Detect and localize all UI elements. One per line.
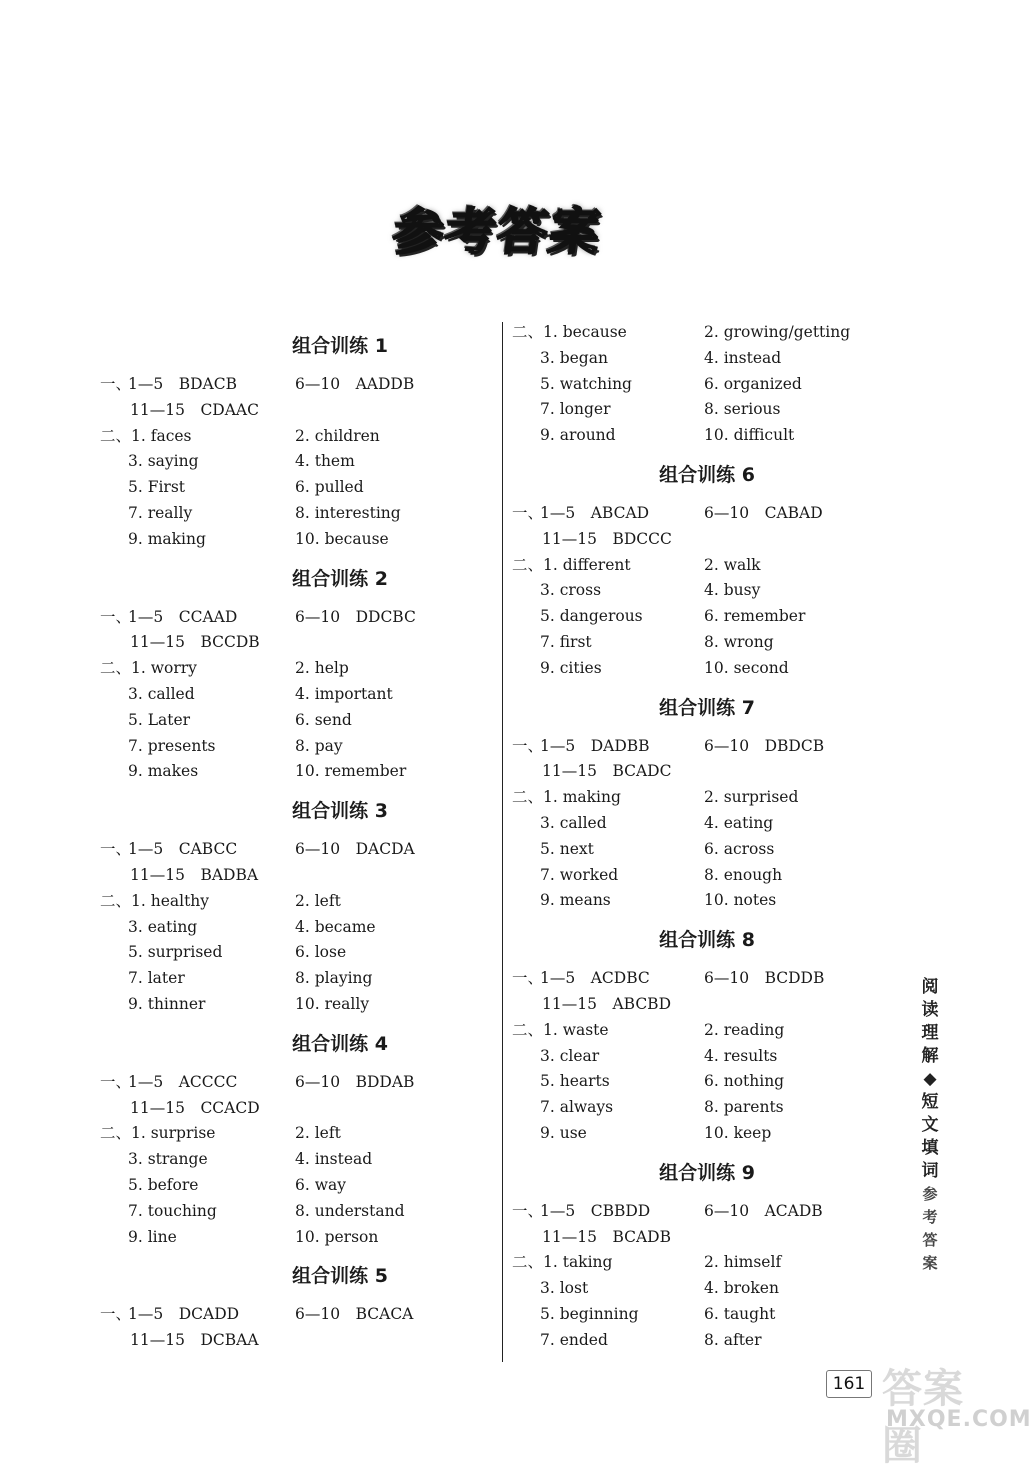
side-char: 理: [921, 1023, 939, 1043]
side-char: 阅: [921, 977, 939, 997]
choice-row: [512, 992, 872, 1018]
section-title: 组合训练 4: [292, 1032, 388, 1055]
choice-range: 11—15 BCADC: [542, 762, 672, 781]
answer-item: 3. cross: [540, 581, 602, 600]
answer-item: 3. eating: [128, 917, 198, 936]
answer-item: 二、1. waste: [512, 1020, 609, 1039]
choice-row: [100, 1328, 500, 1354]
right-column: [512, 320, 872, 1354]
answer-item: 4. results: [704, 1046, 778, 1065]
answer-item: 9. use: [540, 1123, 587, 1142]
section-title: 组合训练 1: [292, 335, 388, 357]
answer-row: [512, 397, 872, 423]
answer-item: 8. interesting: [295, 503, 401, 522]
choice-range: 6—10 DBDCB: [704, 736, 825, 755]
answer-item: 5. beginning: [540, 1304, 639, 1323]
section-title: 组合训练 2: [292, 567, 388, 590]
answer-row: [512, 1044, 872, 1070]
answer-item: 4. broken: [704, 1279, 779, 1298]
answer-item: 6. nothing: [704, 1072, 785, 1091]
choice-row: [512, 501, 872, 527]
answer-item: 10. second: [704, 658, 789, 677]
side-char: 考: [922, 1208, 938, 1226]
answer-row: [512, 372, 872, 398]
answer-item: 4. eating: [704, 813, 774, 832]
choice-range: 6—10 DACDA: [295, 840, 415, 859]
section-title: 组合训练 3: [292, 800, 388, 823]
answer-row: [512, 604, 872, 630]
answer-item: 9. line: [128, 1227, 177, 1246]
choice-row: [512, 1225, 872, 1251]
side-char: 参: [922, 1185, 938, 1203]
part-mark: 一、: [512, 503, 544, 522]
answer-row: [512, 811, 872, 837]
answer-item: 9. cities: [540, 658, 602, 677]
answer-row: [100, 656, 500, 682]
choice-row: [100, 1070, 500, 1096]
answer-item: 7. worked: [540, 865, 619, 884]
choice-range: 11—15 ABCBD: [542, 994, 671, 1013]
answer-item: 8. wrong: [704, 632, 774, 651]
answer-item: 8. pay: [295, 736, 343, 755]
left-column: [100, 320, 500, 1354]
answer-item: 二、1. worry: [100, 659, 197, 678]
answer-row: [100, 966, 500, 992]
answer-row: [512, 1302, 872, 1328]
answer-item: 6. pulled: [295, 478, 364, 497]
choice-range: 1—5 ABCAD: [540, 503, 650, 522]
answer-item: 5. surprised: [128, 943, 223, 962]
part-mark: 一、: [512, 1201, 544, 1220]
answer-item: 3. strange: [128, 1150, 208, 1169]
choice-range: 1—5 CCAAD: [128, 607, 238, 626]
answer-row: [512, 423, 872, 449]
choice-row: [100, 630, 500, 656]
answer-item: 2. himself: [704, 1253, 782, 1272]
answer-item: 9. around: [540, 426, 616, 445]
answer-row: [100, 940, 500, 966]
answer-item: 10. because: [295, 529, 389, 548]
choice-range: 1—5 ACDBC: [540, 969, 650, 988]
answer-item: 8. serious: [704, 400, 781, 419]
choice-row: [512, 966, 872, 992]
side-label: [918, 975, 942, 1276]
answer-row: [100, 1147, 500, 1173]
choice-range: 6—10 BCACA: [295, 1305, 414, 1324]
answer-item: 10. person: [295, 1227, 379, 1246]
answer-item: 6. taught: [704, 1304, 776, 1323]
answer-row: [100, 1199, 500, 1225]
answer-row: [512, 578, 872, 604]
part-mark: 一、: [100, 840, 132, 859]
answer-item: 10. keep: [704, 1123, 772, 1142]
answer-item: 2. reading: [704, 1020, 785, 1039]
choice-range: 11—15 BCCDB: [130, 633, 260, 652]
answer-row: [100, 915, 500, 941]
answer-item: 7. ended: [540, 1330, 608, 1349]
answer-item: 7. really: [128, 503, 193, 522]
answer-item: 2. growing/getting: [704, 323, 851, 341]
answer-row: [100, 475, 500, 501]
answer-item: 6. lose: [295, 943, 347, 962]
choice-row: [100, 1302, 500, 1328]
answer-item: 6. remember: [704, 607, 806, 626]
answer-item: 10. remember: [295, 762, 407, 781]
choice-range: 11—15 BCADB: [542, 1227, 671, 1246]
answer-row: [512, 837, 872, 863]
answer-item: 二、1. making: [512, 788, 621, 807]
answer-item: 10. really: [295, 994, 370, 1013]
answer-item: 7. always: [540, 1098, 614, 1117]
answer-row: [512, 1121, 872, 1147]
choice-row: [100, 398, 500, 424]
answer-item: 3. called: [540, 813, 607, 832]
choice-row: [100, 605, 500, 631]
answer-item: 9. makes: [128, 762, 199, 781]
choice-row: [100, 863, 500, 889]
choice-range: 11—15 CDAAC: [130, 400, 259, 419]
answer-item: 5. hearts: [540, 1072, 610, 1091]
answer-row: [100, 708, 500, 734]
section-title: 组合训练 7: [659, 696, 755, 719]
answer-item: 4. them: [295, 452, 355, 471]
choice-row: [512, 527, 872, 553]
answer-item: 5. First: [128, 478, 186, 497]
answer-item: 3. clear: [540, 1046, 600, 1065]
answer-row: [512, 1095, 872, 1121]
answer-item: 9. thinner: [128, 994, 206, 1013]
answer-item: 2. left: [295, 891, 341, 910]
choice-range: 6—10 DDCBC: [295, 607, 416, 626]
answer-row: [100, 889, 500, 915]
answer-row: [512, 863, 872, 889]
section-title: 组合训练 5: [292, 1265, 388, 1288]
answer-item: 二、1. different: [512, 555, 631, 574]
answer-row: [100, 501, 500, 527]
answer-item: 10. difficult: [704, 426, 795, 445]
answer-key-banner: 参考答案: [389, 203, 606, 261]
answer-item: 8. parents: [704, 1098, 784, 1117]
answer-item: 8. after: [704, 1330, 762, 1349]
answer-item: 4. instead: [295, 1150, 373, 1169]
part-mark: 一、: [100, 607, 132, 626]
choice-range: 11—15 DCBAA: [130, 1331, 259, 1350]
answer-item: 2. surprised: [704, 788, 799, 807]
answer-item: 3. saying: [128, 452, 199, 471]
choice-row: [100, 837, 500, 863]
answer-row: [512, 1250, 872, 1276]
answer-row: [512, 320, 872, 346]
answer-item: 2. left: [295, 1124, 341, 1143]
part-mark: 一、: [100, 375, 132, 393]
answer-item: 7. presents: [128, 736, 216, 755]
answer-item: 9. making: [128, 529, 206, 548]
answer-row: [100, 992, 500, 1018]
answer-row: [512, 553, 872, 579]
choice-row: [100, 1096, 500, 1122]
side-char: 填: [921, 1138, 939, 1158]
choice-range: 1—5 DADBB: [540, 736, 650, 755]
choice-row: [512, 1199, 872, 1225]
column-divider: [502, 322, 503, 1362]
answer-row: [100, 1173, 500, 1199]
answer-item: 2. walk: [704, 555, 761, 574]
answer-row: [512, 1018, 872, 1044]
section-title: 组合训练 6: [659, 463, 755, 486]
answer-item: 6. send: [295, 710, 352, 729]
answer-row: [512, 1069, 872, 1095]
answer-item: 9. means: [540, 891, 611, 910]
answer-item: 4. instead: [704, 348, 782, 367]
choice-range: 6—10 ACADB: [704, 1201, 823, 1220]
answer-item: 5. next: [540, 839, 594, 858]
answer-item: 5. Later: [128, 710, 191, 729]
answer-row: [512, 656, 872, 682]
answer-item: 8. playing: [295, 969, 373, 988]
side-char: 答: [922, 1231, 938, 1249]
answer-item: 3. called: [128, 684, 195, 703]
answer-item: 二、1. surprise: [100, 1124, 216, 1143]
page-number: 161: [826, 1370, 872, 1398]
answer-item: 8. enough: [704, 865, 783, 884]
side-char: 短: [921, 1092, 939, 1112]
answer-item: 4. busy: [704, 581, 761, 600]
section-title: 组合训练 9: [659, 1161, 755, 1184]
answer-item: 3. lost: [540, 1279, 589, 1298]
answer-item: 4. became: [295, 917, 376, 936]
side-char: 案: [922, 1254, 938, 1272]
answer-item: 6. across: [704, 839, 775, 858]
answer-row: [100, 1121, 500, 1147]
answer-item: 4. important: [295, 684, 393, 703]
choice-range: 1—5 DCADD: [128, 1305, 240, 1324]
watermark-url: MXQE.COM: [886, 1407, 1032, 1432]
choice-range: 1—5 CABCC: [128, 840, 238, 859]
answer-row: [100, 449, 500, 475]
choice-range: 6—10 BCDDB: [704, 969, 825, 988]
choice-range: 11—15 BDCCC: [542, 529, 672, 548]
separator-icon: ◆: [923, 1069, 937, 1089]
section-title: 组合训练 8: [659, 929, 755, 952]
answer-item: 10. notes: [704, 891, 777, 910]
answer-row: [512, 1276, 872, 1302]
answer-row: [512, 1328, 872, 1354]
answer-row: [100, 734, 500, 760]
choice-range: 1—5 BDACB: [128, 375, 237, 393]
answer-item: 5. dangerous: [540, 607, 643, 626]
choice-range: 6—10 CABAD: [704, 503, 823, 522]
choice-range: 1—5 ACCCC: [128, 1072, 238, 1091]
choice-range: 1—5 CBBDD: [540, 1201, 651, 1220]
choice-range: 6—10 BDDAB: [295, 1072, 415, 1091]
answer-row: [512, 630, 872, 656]
watermark-logo: 答案圈: [882, 1366, 964, 1469]
answer-row: [512, 346, 872, 372]
answer-item: 2. children: [295, 426, 380, 445]
answer-item: 二、1. healthy: [100, 891, 210, 910]
choice-range: 6—10 AADDB: [295, 375, 415, 393]
answer-item: 7. longer: [540, 400, 611, 419]
answer-item: 二、1. taking: [512, 1253, 613, 1272]
answer-item: 6. organized: [704, 374, 802, 393]
side-char: 读: [921, 1000, 939, 1020]
part-mark: 一、: [512, 736, 544, 755]
answer-item: 二、1. because: [512, 323, 627, 341]
side-char: 词: [921, 1161, 939, 1181]
answer-row: [100, 682, 500, 708]
answer-item: 7. later: [128, 969, 185, 988]
answer-row: [100, 527, 500, 553]
answer-row: [100, 1225, 500, 1251]
part-mark: 一、: [512, 969, 544, 988]
answer-item: 二、1. faces: [100, 426, 192, 445]
answer-row: [512, 888, 872, 914]
choice-row: [100, 372, 500, 398]
answer-item: 2. help: [295, 659, 349, 678]
side-char: 文: [921, 1115, 939, 1135]
answer-row: [512, 785, 872, 811]
choice-range: 11—15 CCACD: [130, 1098, 260, 1117]
side-char: 解: [921, 1046, 939, 1066]
answer-item: 5. before: [128, 1175, 199, 1194]
answer-item: 5. watching: [540, 374, 632, 393]
choice-row: [512, 734, 872, 760]
answer-item: 6. way: [295, 1175, 346, 1194]
answer-item: 8. understand: [295, 1201, 405, 1220]
answer-row: [100, 759, 500, 785]
answer-item: 7. first: [540, 632, 592, 651]
answer-item: 3. began: [540, 348, 608, 367]
choice-row: [512, 759, 872, 785]
answer-item: 7. touching: [128, 1201, 217, 1220]
part-mark: 一、: [100, 1072, 132, 1091]
part-mark: 一、: [100, 1305, 132, 1324]
answer-row: [100, 424, 500, 450]
choice-range: 11—15 BADBA: [130, 865, 259, 884]
